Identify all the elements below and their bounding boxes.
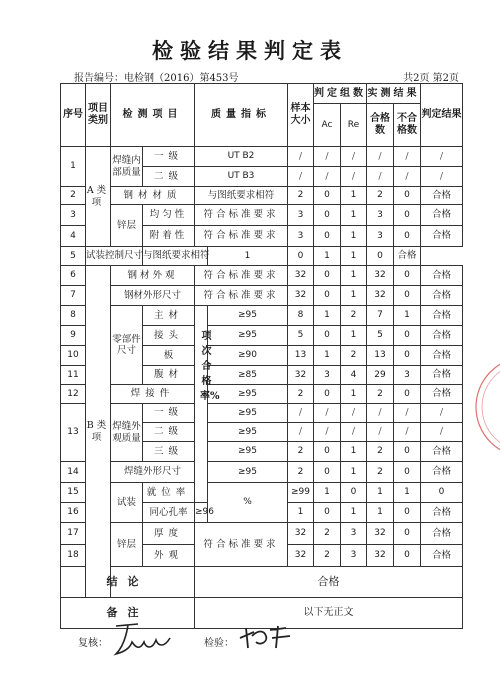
row-seq: 10 — [61, 346, 86, 366]
sample-cell: 2 — [288, 385, 314, 404]
header-pass-count: 合格数 — [367, 104, 394, 147]
standard-cell: ≥95 — [208, 462, 288, 483]
standard-cell: ≥95 — [208, 385, 288, 404]
row-item: 厚度 — [143, 523, 195, 545]
ac-cell: 0 — [314, 205, 341, 226]
table-row — [61, 306, 463, 326]
row-item: 就位率 — [143, 483, 195, 503]
table-row — [61, 404, 463, 423]
remark-label: 备注 — [61, 598, 195, 629]
standard-cell: ≥95 — [208, 404, 288, 423]
re-cell: 1 — [341, 385, 367, 404]
standard-cell: ≥95 — [208, 306, 288, 326]
re-cell: 1 — [367, 483, 394, 503]
result-cell: 合格 — [421, 442, 463, 462]
standard-cell: ≥96 — [195, 503, 208, 523]
standard-cell: ≥90 — [208, 346, 288, 366]
re-cell: 3 — [341, 545, 367, 567]
sample-cell: 5 — [288, 326, 314, 346]
page-info: 共2页 第2页 — [403, 73, 459, 84]
pass-count-cell: 1 — [367, 503, 394, 523]
fail-count-cell: 1 — [394, 306, 421, 326]
table-row — [61, 286, 463, 306]
standard-cell: UT B3 — [195, 167, 288, 187]
result-cell: 合格 — [421, 326, 463, 346]
row-group: 试装 — [111, 483, 143, 523]
grade-cell: 二级 — [143, 167, 195, 187]
re-cell: 1 — [341, 442, 367, 462]
row-seq: 17 — [61, 523, 86, 545]
grade-cell: 一级 — [143, 147, 195, 167]
ac-cell: 0 — [288, 247, 314, 266]
ac-cell: 0 — [314, 226, 341, 247]
result-cell: 合格 — [421, 462, 463, 483]
pass-count-cell: 32 — [367, 266, 394, 286]
standard-cell: 符合标准要求 — [195, 226, 288, 247]
sample-cell: 2 — [288, 187, 314, 205]
table-row — [61, 462, 463, 483]
table-row — [61, 147, 463, 167]
row-item: 外观 — [143, 545, 195, 567]
grade-cell: 二级 — [143, 423, 195, 442]
ac-cell: 0 — [341, 483, 367, 503]
result-cell: 合格 — [421, 306, 463, 326]
ac-cell: / — [314, 167, 341, 187]
result-cell: / — [421, 147, 463, 167]
pass-count-cell: 13 — [367, 346, 394, 366]
re-cell: 1 — [341, 326, 367, 346]
result-cell: 合格 — [421, 187, 463, 205]
header-judge-group: 判定组数 — [314, 84, 367, 104]
fail-count-cell: 0 — [394, 226, 421, 247]
standard-cell: 符合标准要求 — [195, 286, 288, 306]
row-item: 接头 — [143, 326, 195, 346]
standard-cell: UT B2 — [195, 147, 288, 167]
sample-cell: 3 — [288, 205, 314, 226]
fail-count-cell: / — [394, 423, 421, 442]
result-cell: 合格 — [394, 247, 421, 266]
row-seq: 11 — [61, 366, 86, 385]
unit-percent: % — [208, 483, 288, 523]
fail-count-cell: 0 — [367, 247, 394, 266]
row-item: 同心孔率 — [143, 503, 195, 523]
re-cell: 1 — [314, 247, 341, 266]
row-item: 焊接件 — [111, 385, 195, 404]
result-cell: 合格 — [421, 286, 463, 306]
ac-cell: 0 — [314, 462, 341, 483]
fail-count-cell: 0 — [394, 326, 421, 346]
pass-count-cell: 5 — [367, 326, 394, 346]
table-row — [61, 247, 463, 266]
ac-cell: 0 — [314, 286, 341, 306]
result-cell: 合格 — [421, 385, 463, 404]
standard-cell: ≥95 — [208, 326, 288, 346]
result-cell: 合格 — [421, 503, 463, 523]
pass-count-cell: 32 — [367, 545, 394, 567]
ac-cell: / — [314, 404, 341, 423]
fail-count-cell: 0 — [421, 483, 463, 503]
ac-cell: 2 — [314, 545, 341, 567]
sample-cell: / — [288, 167, 314, 187]
sample-cell: 8 — [288, 306, 314, 326]
row-item: 焊缝外形尺寸 — [111, 462, 195, 483]
header-result: 判定结果 — [421, 84, 463, 147]
re-cell: 2 — [341, 306, 367, 326]
row-group: 锌层 — [111, 523, 143, 567]
re-cell: 1 — [341, 503, 367, 523]
sample-cell: 13 — [288, 346, 314, 366]
pass-count-cell: 2 — [367, 462, 394, 483]
fail-count-cell: 0 — [394, 346, 421, 366]
table-row — [61, 523, 463, 545]
ac-cell: 2 — [314, 523, 341, 545]
fail-count-cell: 0 — [394, 205, 421, 226]
re-cell: 1 — [341, 266, 367, 286]
fail-count-cell: 0 — [394, 503, 421, 523]
row-item: 焊缝外观质量 — [111, 404, 143, 462]
sample-cell: 2 — [288, 442, 314, 462]
sample-cell: 32 — [288, 545, 314, 567]
header-sample: 样本大小 — [288, 84, 314, 147]
category-b: B类项 — [86, 266, 111, 598]
fail-count-cell: 0 — [394, 286, 421, 306]
header-item: 检测项目 — [111, 84, 195, 147]
table-row — [61, 266, 463, 286]
reviewer-signature — [108, 618, 178, 660]
result-cell: 合格 — [421, 346, 463, 366]
result-cell: / — [421, 404, 463, 423]
row-seq: 8 — [61, 306, 86, 326]
sample-cell: 1 — [314, 483, 341, 503]
ac-cell: 0 — [314, 266, 341, 286]
row-item: 钢材材质 — [111, 187, 195, 205]
pass-count-cell: 32 — [367, 523, 394, 545]
re-cell: 4 — [341, 366, 367, 385]
header-ac: Ac — [314, 104, 341, 147]
result-cell: / — [421, 423, 463, 442]
sample-cell: 32 — [288, 523, 314, 545]
pass-count-cell: 2 — [367, 187, 394, 205]
standard-cell: 与图纸要求相符 — [143, 247, 208, 266]
sample-cell: 32 — [288, 366, 314, 385]
result-cell: 合格 — [421, 366, 463, 385]
row-item: 腹材 — [143, 366, 195, 385]
row-item: 钢材外观 — [111, 266, 195, 286]
grade-cell: 一级 — [143, 404, 195, 423]
re-cell: / — [341, 167, 367, 187]
result-table — [60, 83, 463, 629]
ac-cell: 1 — [314, 306, 341, 326]
remark-value: 以下无正文 — [195, 598, 463, 629]
row-item: 钢材外形尺寸 — [111, 286, 195, 306]
report-number: 报告编号：电检钢（2016）第453号 — [74, 73, 239, 84]
table-header-row — [61, 84, 463, 104]
row-seq: 7 — [61, 286, 86, 306]
standard-cell: ≥95 — [208, 442, 288, 462]
row-item: 附着性 — [143, 226, 195, 247]
row-seq: 2 — [61, 187, 86, 205]
conclusion-value: 合格 — [195, 567, 463, 598]
standard-cell: ≥99 — [288, 483, 314, 503]
fail-count-cell: 0 — [394, 442, 421, 462]
grade-cell: 三级 — [143, 442, 195, 462]
header-category: 项目类别 — [86, 84, 111, 147]
row-seq: 3 — [61, 205, 86, 226]
pass-count-cell: 32 — [367, 286, 394, 306]
row-item: 板 — [143, 346, 195, 366]
re-cell: 1 — [341, 286, 367, 306]
sample-cell: / — [288, 404, 314, 423]
pass-count-cell: 1 — [394, 483, 421, 503]
row-item: 均匀性 — [143, 205, 195, 226]
re-cell: / — [341, 147, 367, 167]
row-seq: 12 — [61, 385, 86, 404]
row-seq: 13 — [61, 404, 86, 462]
result-cell: 合格 — [421, 545, 463, 567]
header-standard: 质量指标 — [195, 84, 288, 147]
re-cell: 1 — [341, 187, 367, 205]
ac-cell: 3 — [314, 366, 341, 385]
fail-count-cell: 0 — [394, 523, 421, 545]
pass-count-cell: 2 — [367, 385, 394, 404]
header-measured: 实测结果 — [367, 84, 421, 104]
sample-cell: 1 — [208, 247, 288, 266]
row-item: 试装控制尺寸 — [86, 247, 143, 266]
fail-count-cell: / — [394, 167, 421, 187]
re-cell: 1 — [341, 205, 367, 226]
reviewer-label: 复核： — [78, 638, 108, 649]
row-seq: 18 — [61, 545, 86, 567]
result-cell: 合格 — [421, 523, 463, 545]
standard-cell: 符合标准要求 — [195, 523, 288, 567]
pass-count-cell: / — [367, 423, 394, 442]
pass-count-cell: 7 — [367, 306, 394, 326]
re-cell: 1 — [341, 226, 367, 247]
sample-cell: 1 — [288, 503, 314, 523]
table-row — [61, 205, 463, 226]
table-row — [61, 187, 463, 205]
ac-cell: / — [314, 423, 341, 442]
conclusion-row — [61, 567, 463, 598]
row-seq: 1 — [61, 147, 86, 187]
row-item: 主材 — [143, 306, 195, 326]
pass-count-cell: / — [367, 167, 394, 187]
standard-cell: 与图纸要求相符 — [195, 187, 288, 205]
sample-cell: / — [288, 147, 314, 167]
sample-cell: 32 — [288, 266, 314, 286]
fail-count-cell: 0 — [394, 462, 421, 483]
result-cell: / — [421, 167, 463, 187]
fail-count-cell: 0 — [394, 187, 421, 205]
row-seq: 16 — [61, 503, 86, 523]
fail-count-cell: 0 — [394, 266, 421, 286]
table-row — [61, 483, 463, 503]
standard-cell: ≥85 — [208, 366, 288, 385]
row-seq: 15 — [61, 483, 86, 503]
re-cell: 3 — [341, 523, 367, 545]
pass-count-cell: 3 — [367, 205, 394, 226]
inspector-signature — [236, 620, 298, 654]
row-seq: 4 — [61, 226, 86, 247]
sample-cell: 32 — [288, 286, 314, 306]
fail-count-cell: / — [394, 404, 421, 423]
result-cell: 合格 — [421, 226, 463, 247]
re-cell: 2 — [341, 346, 367, 366]
fail-count-cell: 0 — [394, 545, 421, 567]
ac-cell: 1 — [314, 346, 341, 366]
stamp-mark — [470, 352, 500, 462]
re-cell: 1 — [341, 462, 367, 483]
pass-count-cell: 2 — [367, 442, 394, 462]
fail-count-cell: / — [394, 147, 421, 167]
standard-cell: ≥95 — [208, 423, 288, 442]
inspector-label: 检验： — [204, 638, 234, 649]
pass-count-cell: 29 — [367, 366, 394, 385]
ac-cell: 0 — [314, 187, 341, 205]
table-row — [61, 385, 463, 404]
fail-count-cell: 0 — [394, 385, 421, 404]
standard-cell: 符合标准要求 — [195, 205, 288, 226]
row-seq: 6 — [61, 266, 86, 286]
header-fail-count: 不合格数 — [394, 104, 421, 147]
sample-cell: 3 — [288, 226, 314, 247]
re-cell: / — [341, 404, 367, 423]
fail-count-cell: 3 — [394, 366, 421, 385]
category-a: A类项 — [86, 147, 111, 247]
standard-cell: 符合标准要求 — [195, 266, 288, 286]
result-cell: 合格 — [421, 205, 463, 226]
sample-cell: / — [288, 423, 314, 442]
sample-cell: 2 — [288, 462, 314, 483]
header-re: Re — [341, 104, 367, 147]
pass-count-cell: 1 — [341, 247, 367, 266]
ac-cell: 0 — [314, 503, 341, 523]
conclusion-label: 结论 — [61, 567, 195, 598]
row-seq: 14 — [61, 462, 86, 483]
item-rate-label: 项次合格率% — [200, 331, 220, 402]
ac-cell: 0 — [314, 442, 341, 462]
ac-cell: / — [314, 147, 341, 167]
row-group: 零部件尺寸 — [111, 306, 143, 385]
ac-cell: 0 — [314, 385, 341, 404]
row-item: 焊缝内部质量 — [111, 147, 143, 187]
pass-count-cell: / — [367, 147, 394, 167]
row-group: 锌层 — [111, 205, 143, 247]
header-seq: 序号 — [61, 84, 86, 147]
pass-count-cell: 3 — [367, 226, 394, 247]
result-cell: 合格 — [421, 266, 463, 286]
row-seq: 5 — [61, 247, 86, 266]
pass-count-cell: / — [367, 404, 394, 423]
page-title: 检验结果判定表 — [152, 38, 348, 63]
re-cell: / — [341, 423, 367, 442]
row-seq: 9 — [61, 326, 86, 346]
ac-cell: 0 — [314, 326, 341, 346]
